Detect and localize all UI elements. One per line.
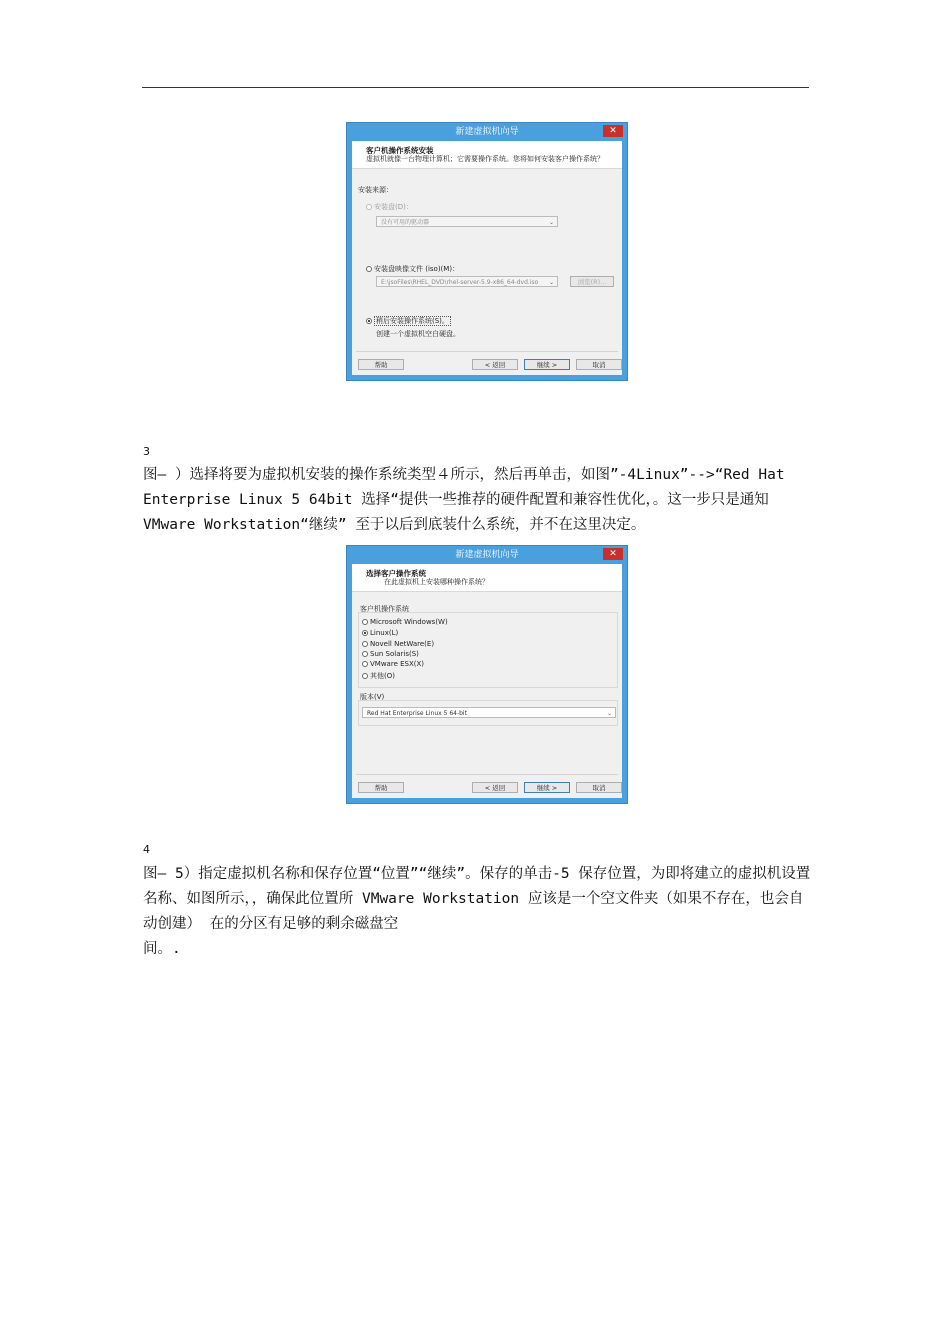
disc-radio[interactable] [366,204,372,210]
close-icon[interactable]: ✕ [603,125,623,137]
os-radio-solaris[interactable] [362,651,368,657]
paragraph-vm-location-text: 图— 5）指定虚拟机名称和保存位置“位置”“继续”。保存的单击-5 保存位置，为即将建立的虚拟机设置名称、如图所示，，确保此位置所 VMware Workstation 应该是一个空文件夹（如果不存在，也会自动创建） 在的分区有足够的剩余磁盘空 [143,866,811,932]
os-option-linux[interactable] [362,629,398,637]
disc-select[interactable] [376,216,558,227]
chevron-down-icon: ⌄ [548,219,554,226]
dialog-heading: 客户机操作系统安装 [366,146,434,155]
iso-path-value: E:\jsoFiles\RHEL_DVD\rhel-server-5.9-x86_64-dvd.iso [381,279,539,286]
dialog-body [352,564,622,798]
disc-select-value: 没有可用的驱动器 [381,219,430,226]
install-from-label: 安装来源： [358,186,393,194]
version-label: 版本(V) [360,693,385,701]
dialog-title: 新建虚拟机向导 [455,127,519,137]
install-later-option[interactable] [366,316,451,326]
os-option-other[interactable] [362,671,395,681]
dialog-header [352,141,622,169]
os-radio-other[interactable] [362,673,368,679]
os-option-label: 其他(O) [370,672,395,680]
button-separator [356,351,618,352]
browse-button[interactable]: 浏览(R)... [570,276,614,287]
os-radio-netware[interactable] [362,641,368,647]
help-button[interactable]: 帮助 [358,359,404,370]
back-button[interactable]: < 返回 [472,782,518,793]
os-option-esx[interactable] [362,660,424,668]
button-separator [356,774,618,775]
header-rule [142,87,809,88]
cancel-button[interactable]: 取消 [576,782,622,793]
install-later-desc: 创建一个虚拟机空白硬盘。 [376,330,460,338]
os-radio-esx[interactable] [362,661,368,667]
cancel-button[interactable]: 取消 [576,359,622,370]
os-option-label: Linux(L) [370,629,399,637]
disc-option[interactable] [366,202,413,212]
dialog-title: 新建虚拟机向导 [455,550,519,560]
chevron-down-icon: ⌄ [606,710,612,717]
os-option-label: VMware ESX(X) [370,660,425,668]
iso-path-input[interactable] [376,276,558,287]
disc-label: 安装盘(D)： [374,203,413,211]
install-later-radio[interactable] [366,318,372,324]
install-later-label: 稍后安装操作系统(S)。 [376,317,449,325]
new-vm-wizard-os-dialog [346,545,628,804]
dialog-body [352,141,622,375]
version-select-value: Red Hat Enterprise Linux 5 64-bit [367,710,467,717]
version-select[interactable] [362,707,616,718]
paragraph-vm-location-end: 间。. [143,941,181,957]
guest-os-group-label: 客户机操作系统 [360,605,409,613]
os-option-label: Microsoft Windows(W) [370,618,448,626]
paragraph-os-type: 图— ）选择将要为虚拟机安装的操作系统类型４所示，然后再单击，如图”-4Linux”-->“Red Hat Enterprise Linux 5 64bit 选择“提供一些推荐的硬件配置和兼容性优化，。这一步只是通知 VMware Workstation“继续” 至于以后到底装什么系统，并不在这里决定。 [143,467,785,533]
step-number: 4 [143,843,150,856]
next-button[interactable]: 继续 > [524,359,570,370]
os-radio-windows[interactable] [362,619,368,625]
step-number: 3 [143,445,150,458]
os-option-netware[interactable] [362,640,434,648]
back-button[interactable]: < 返回 [472,359,518,370]
next-button[interactable]: 继续 > [524,782,570,793]
os-option-solaris[interactable] [362,650,419,658]
os-radio-linux[interactable] [362,630,368,636]
new-vm-wizard-install-dialog [346,122,628,381]
close-icon[interactable]: ✕ [603,548,623,560]
os-option-label: Novell NetWare(E) [370,640,435,648]
iso-option[interactable] [366,264,459,274]
paragraph-vm-location [143,862,811,962]
os-option-label: Sun Solaris(S) [370,650,419,658]
chevron-down-icon: ⌄ [548,279,554,286]
dialog-header [352,564,622,592]
dialog-subtitle: 在此虚拟机上安装哪种操作系统？ [384,578,489,586]
iso-radio[interactable] [366,266,372,272]
help-button[interactable]: 帮助 [358,782,404,793]
dialog-heading: 选择客户操作系统 [366,569,426,578]
dialog-subtitle: 虚拟机就像一台物理计算机；它需要操作系统。您将如何安装客户操作系统？ [366,155,604,163]
os-option-windows[interactable] [362,618,448,626]
iso-label: 安装盘映像文件 (iso)(M)： [374,265,460,273]
